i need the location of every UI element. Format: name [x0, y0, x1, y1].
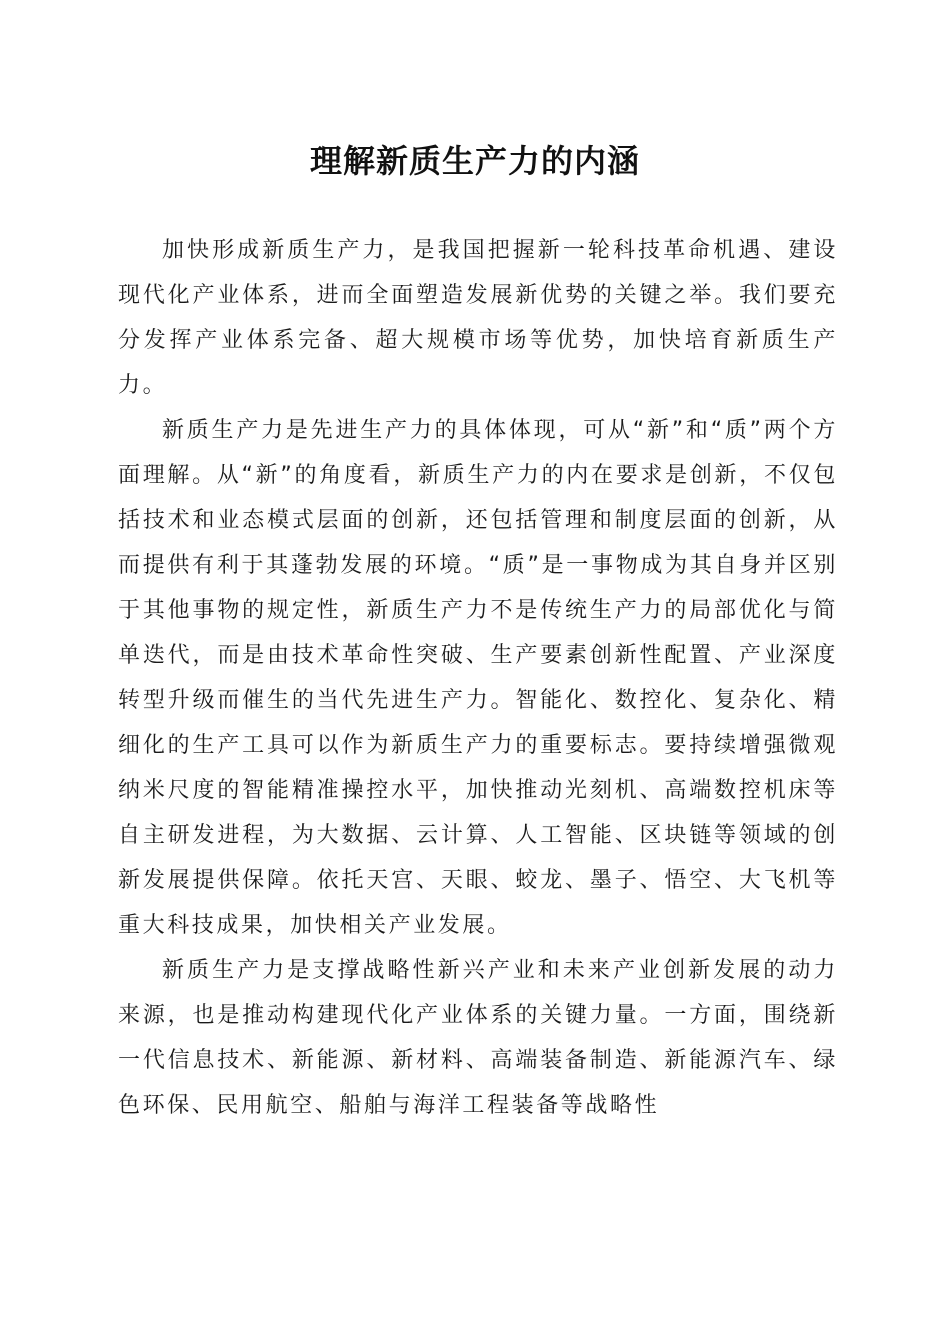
- document-body: [118, 228, 838, 1128]
- paragraph: 加快形成新质生产力，是我国把握新一轮科技革命机遇、建设现代化产业体系，进而全面塑造发展新优势的关键之举。我们要充分发挥产业体系完备、超大规模市场等优势，加快培育新质生产力。: [118, 238, 838, 398]
- document-title: 理解新质生产力的内涵: [309, 142, 640, 180]
- paragraph: 新质生产力是先进生产力的具体体现，可从“新”和“质”两个方面理解。从“新”的角度看，新质生产力的内在要求是创新，不仅包括技术和业态模式层面的创新，还包括管理和制度层面的创新，从而提供有利于其蓬勃发展的环境。“质”是一事物成为其自身并区别于其他事物的规定性，新质生产力不是传统生产力的局部优化与简单迭代，而是由技术革命性突破、生产要素创新性配置、产业深度转型升级而催生的当代先进生产力。智能化、数控化、复杂化、精细化的生产工具可以作为新质生产力的重要标志。要持续增强微观纳米尺度的智能精准操控水平，加快推动光刻机、高端数控机床等自主研发进程，为大数据、云计算、人工智能、区块链等领域的创新发展提供保障。依托天宫、天眼、蛟龙、墨子、悟空、大飞机等重大科技成果，加快相关产业发展。: [118, 418, 838, 938]
- paragraph: 新质生产力是支撑战略性新兴产业和未来产业创新发展的动力来源，也是推动构建现代化产业体系的关键力量。一方面，围绕新一代信息技术、新能源、新材料、高端装备制造、新能源汽车、绿色环保、民用航空、船舶与海洋工程装备等战略性: [118, 958, 838, 1118]
